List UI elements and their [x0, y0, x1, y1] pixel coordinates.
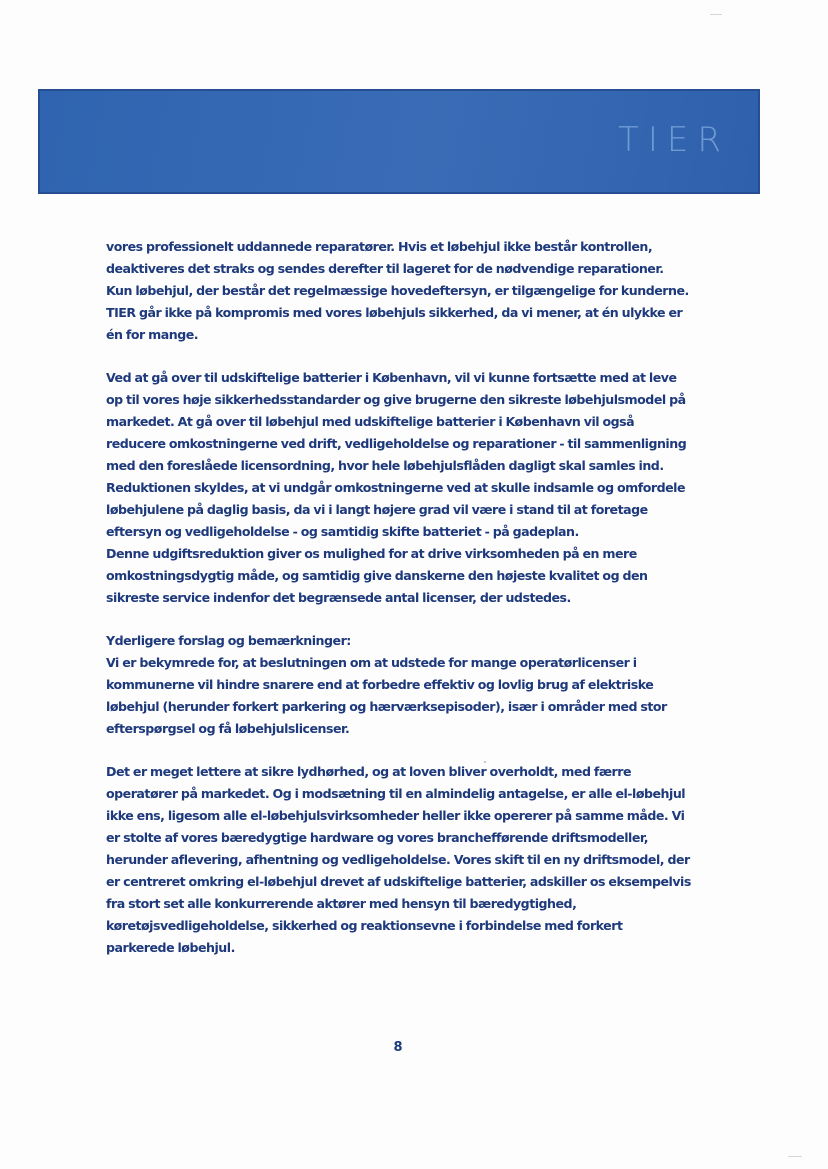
paragraph-4: Vi er bekymrede for, at beslutningen om at udstede for mange operatørlicenser i kommunerne vil hindre snarere end at forbedre effektiv og lovlig brug af elektriske løbehjul (herunder forkert parkering og hærværksepisoder), især i områder med stor efterspørgsel og få løbehjulslicenser.	[106, 655, 667, 736]
page-number: 8	[393, 1040, 403, 1055]
document-body	[106, 236, 692, 980]
paragraph-2: Ved at gå over til udskiftelige batterier i København, vil vi kunne fortsætte med at leve op til vores høje sikkerhedsstandarder og give brugerne den sikreste løbehjulsmodel på markedet. At gå over til løbehjul med udskiftelige batterier i København vil også reducere omkostningerne ved drift, vedligeholdelse og reparationer - til sammenligning med den foreslåede licensordning, hvor hele løbehjulsflåden dagligt skal samles ind. Reduktionen skyldes, at vi undgår omkostningerne ved at skulle indsamle og omfordele løbehjulene på daglig basis, da vi i langt højere grad vil være i stand til at foretage eftersyn og vedligeholdelse - og samtidig skifte batteriet - på gadeplan.	[106, 370, 687, 539]
paragraph-3: Denne udgiftsreduktion giver os mulighed for at drive virksomheden på en mere omkostningsdygtig måde, og samtidig give danskerne den højeste kvalitet og den sikreste service indenfor det begrænsede antal licenser, der udstedes.	[106, 546, 648, 605]
paragraph-5: Det er meget lettere at sikre lydhørhed, og at loven bliver overholdt, med færre operatører på markedet. Og i modsætning til en almindelig antagelse, er alle el-løbehjul ikke ens, ligesom alle el-løbehjulsvirksomheder heller ikke opererer på samme måde. Vi er stolte af vores bæredygtige hardware og vores branchefførende driftsmodeller, herunder aflevering, afhentning og vedligeholdelse. Vores skift til en ny driftsmodel, der er centreret omkring el-løbehjul drevet af udskiftelige batterier, adskiller os eksempelvis fra stort set alle konkurrerende aktører med hensyn til bæredygtighed, køretøjsvedligeholdelse, sikkerhed og reaktionsevne i forbindelse med forkert parkerede løbehjul.	[106, 764, 691, 955]
tier-logo: TIER	[618, 120, 730, 160]
scan-mark	[788, 1156, 802, 1157]
section-heading: Yderligere forslag og bemærkninger:	[106, 633, 351, 648]
scan-mark	[710, 14, 722, 15]
scan-speck	[484, 761, 486, 763]
header-banner	[38, 89, 760, 194]
paragraph-1: vores professionelt uddannede reparatører. Hvis et løbehjul ikke består kontrollen, deaktiveres det straks og sendes derefter til lageret for de nødvendige reparationer. Kun løbehjul, der består det regelmæssige hovedeftersyn, er tilgængelige for kunderne. TIER går ikke på kompromis med vores løbehjuls sikkerhed, da vi mener, at én ulykke er én for mange.	[106, 239, 689, 342]
